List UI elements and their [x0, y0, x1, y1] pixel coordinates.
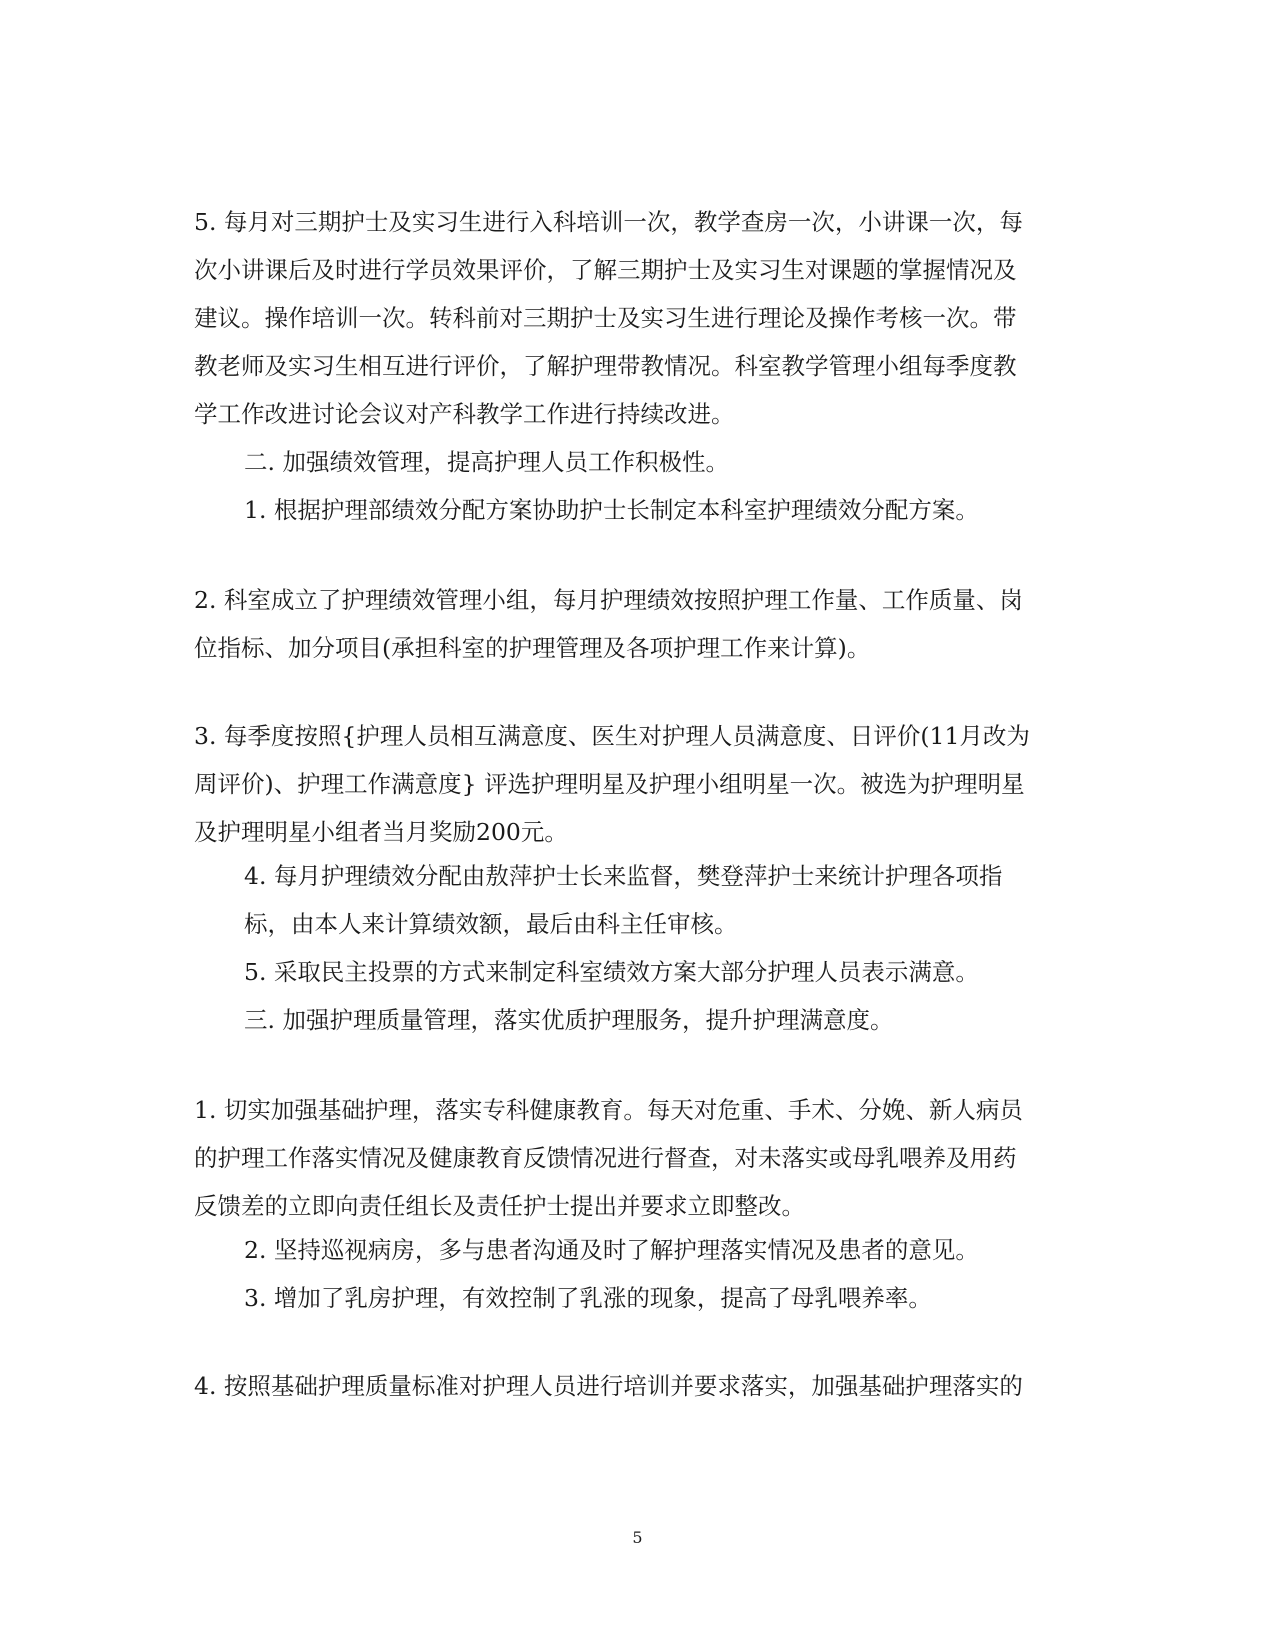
text-line: 及护理明星小组者当月奖励200元。 — [194, 818, 568, 846]
text-line: 三. 加强护理质量管理，落实优质护理服务，提升护理满意度。 — [244, 1006, 894, 1034]
text-line: 次小讲课后及时进行学员效果评价，了解三期护士及实习生对课题的掌握情况及 — [194, 256, 1017, 284]
paragraph-quality-1 — [194, 1086, 1084, 1230]
text-line: 的护理工作落实情况及健康教育反馈情况进行督查，对未落实或母乳喂养及用药 — [194, 1144, 1017, 1172]
text-line: 1. 切实加强基础护理，落实专科健康教育。每天对危重、手术、分娩、新人病员 — [194, 1096, 1023, 1124]
text-line: 位指标、加分项目(承担科室的护理管理及各项护理工作来计算)。 — [194, 634, 871, 662]
text-line: 4. 按照基础护理质量标准对护理人员进行培训并要求落实，加强基础护理落实的 — [194, 1372, 1023, 1400]
text-line: 学工作改进讨论会议对产科教学工作进行持续改进。 — [194, 400, 735, 428]
paragraph-performance-5 — [244, 948, 1134, 996]
text-line: 2. 科室成立了护理绩效管理小组，每月护理绩效按照护理工作量、工作质量、岗 — [194, 586, 1023, 614]
paragraph-performance-4 — [244, 852, 1134, 948]
paragraph-performance-2 — [194, 576, 1084, 672]
paragraph-quality-2 — [244, 1226, 1134, 1274]
paragraph-teaching-training — [194, 198, 1084, 438]
paragraph-performance-1 — [244, 486, 1134, 534]
paragraph-performance-3 — [194, 712, 1084, 856]
section-heading-performance — [244, 438, 1134, 486]
paragraph-quality-4 — [194, 1362, 1084, 1410]
text-line: 5. 每月对三期护士及实习生进行入科培训一次，教学查房一次，小讲课一次，每 — [194, 208, 1023, 236]
text-line: 反馈差的立即向责任组长及责任护士提出并要求立即整改。 — [194, 1192, 805, 1220]
text-line: 1. 根据护理部绩效分配方案协助护士长制定本科室护理绩效分配方案。 — [244, 496, 979, 524]
page-number: 5 — [632, 1528, 643, 1547]
paragraph-quality-3 — [244, 1274, 1134, 1322]
text-line: 4. 每月护理绩效分配由敖萍护士长来监督，樊登萍护士来统计护理各项指 — [244, 862, 1003, 890]
text-line: 标，由本人来计算绩效额，最后由科主任审核。 — [244, 910, 738, 938]
text-line: 教老师及实习生相互进行评价，了解护理带教情况。科室教学管理小组每季度教 — [194, 352, 1017, 380]
text-line: 3. 每季度按照{护理人员相互满意度、医生对护理人员满意度、日评价(11月改为 — [194, 722, 1030, 750]
text-line: 周评价)、护理工作满意度} 评选护理明星及护理小组明星一次。被选为护理明星 — [194, 770, 1025, 798]
text-line: 3. 增加了乳房护理，有效控制了乳涨的现象，提高了母乳喂养率。 — [244, 1284, 932, 1312]
text-line: 5. 采取民主投票的方式来制定科室绩效方案大部分护理人员表示满意。 — [244, 958, 979, 986]
text-line: 二. 加强绩效管理，提高护理人员工作积极性。 — [244, 448, 729, 476]
text-line: 建议。操作培训一次。转科前对三期护士及实习生进行理论及操作考核一次。带 — [194, 304, 1017, 332]
section-heading-quality — [244, 996, 1134, 1044]
text-line: 2. 坚持巡视病房，多与患者沟通及时了解护理落实情况及患者的意见。 — [244, 1236, 979, 1264]
